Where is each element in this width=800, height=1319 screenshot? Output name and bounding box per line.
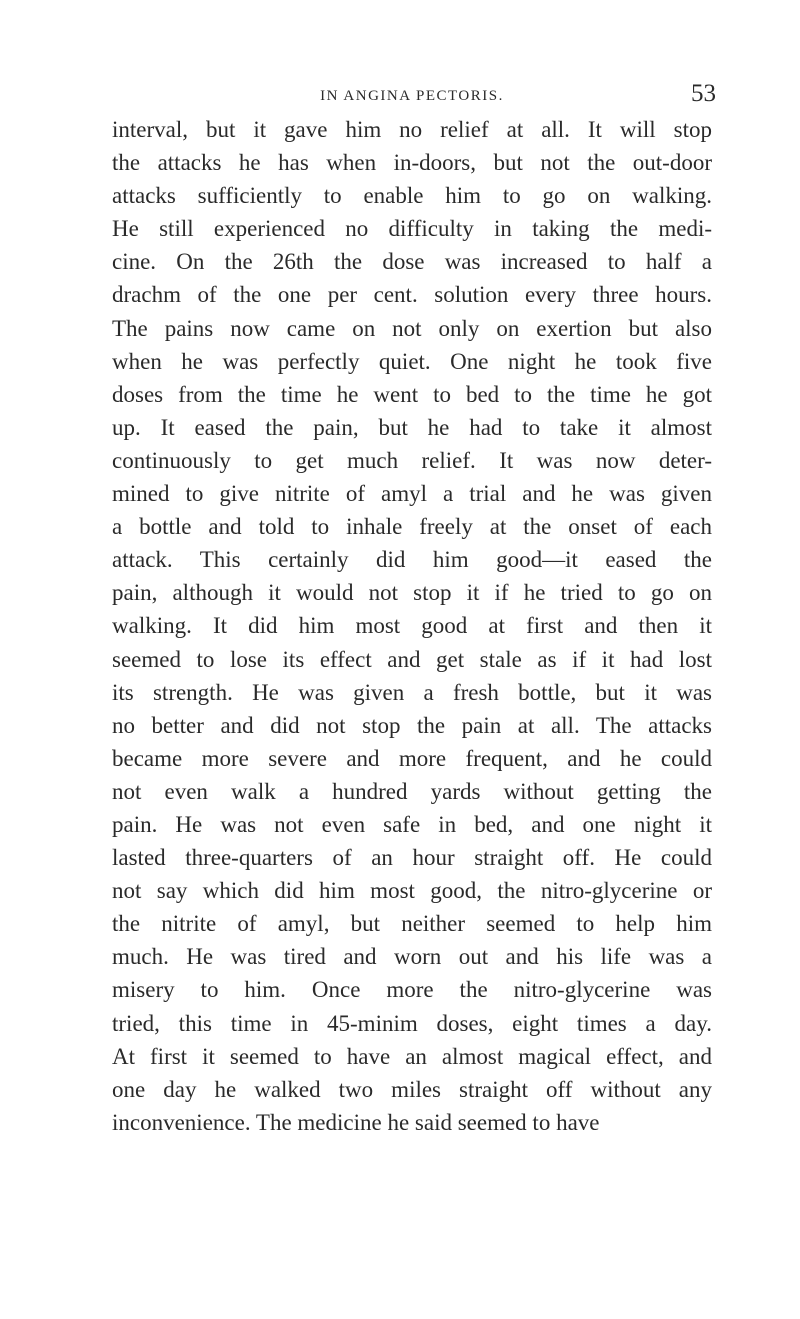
text-line: continuously to get much relief. It was now deter- [112, 447, 712, 473]
running-header [112, 80, 716, 114]
text-line: misery to him. Once more the nitro-glycerine was [112, 977, 712, 1003]
text-line: pain, although it would not stop it if he tried to go on [112, 580, 712, 606]
text-line: the nitrite of amyl, but neither seemed to help him [112, 911, 712, 937]
text-line: when he was perfectly quiet. One night he took five [112, 348, 712, 374]
text-line: He still experienced no difficulty in taking the medi- [112, 216, 712, 242]
text-line: one day he walked two miles straight off without any [112, 1076, 712, 1102]
text-line: seemed to lose its effect and get stale as if it had lost [112, 646, 712, 672]
text-line: inconvenience. The medicine he said seemed to have [112, 1109, 600, 1135]
text-line: its strength. He was given a fresh bottle, but it was [112, 679, 712, 705]
text-line: much. He was tired and worn out and his life was a [112, 944, 712, 970]
text-line: interval, but it gave him no relief at all. It will stop [112, 117, 712, 142]
text-line: a bottle and told to inhale freely at the onset of each [112, 514, 712, 540]
header-title: IN ANGINA PECTORIS. [320, 88, 504, 104]
text-line: not say which did him most good, the nitro-glycerine or [112, 878, 712, 904]
text-line: no better and did not stop the pain at all. The attacks [112, 712, 712, 738]
text-line: cine. On the 26th the dose was increased to half a [112, 249, 712, 275]
text-line: mined to give nitrite of amyl a trial and he was given [112, 481, 712, 507]
text-line: walking. It did him most good at first and then it [112, 613, 712, 639]
text-line: At first it seemed to have an almost magical effect, and [112, 1043, 712, 1069]
text-line: attacks sufficiently to enable him to go on walking. [112, 183, 712, 209]
text-line: doses from the time he went to bed to the time he got [112, 381, 712, 407]
text-line: up. It eased the pain, but he had to take it almost [112, 414, 712, 440]
text-line: became more severe and more frequent, and he could [112, 745, 712, 771]
text-line: the attacks he has when in-doors, but not the out-door [112, 150, 712, 176]
page-number: 53 [691, 80, 716, 107]
text-line: pain. He was not even safe in bed, and one night it [112, 811, 712, 837]
text-line: tried, this time in 45-minim doses, eight times a day. [112, 1010, 712, 1036]
text-line: not even walk a hundred yards without getting the [112, 778, 712, 804]
text-line: attack. This certainly did him good—it eased the [112, 547, 712, 573]
text-line: The pains now came on not only on exertion but also [112, 315, 712, 341]
text-line: lasted three-quarters of an hour straight off. He could [112, 845, 712, 871]
text-line: drachm of the one per cent. solution every three hours. [112, 282, 712, 308]
body-paragraph [112, 113, 712, 1139]
